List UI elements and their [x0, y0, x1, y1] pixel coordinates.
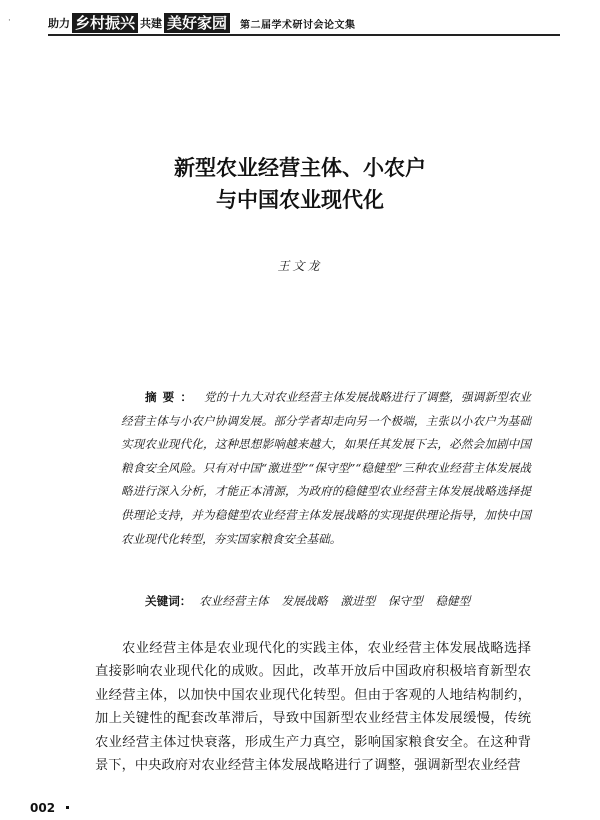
header-middle: 共建: [140, 17, 163, 30]
page-number: 002: [30, 801, 56, 815]
scan-mark: ·: [8, 16, 11, 26]
header-prefix: 助力: [48, 17, 70, 30]
header-rule: [48, 34, 560, 36]
keyword: 保守型: [387, 594, 423, 608]
header-box-beautiful-home: 美好家园: [164, 13, 230, 33]
keyword: 稳健型: [435, 594, 471, 608]
keywords-label: 关键词：: [145, 594, 192, 608]
keyword: 发展战略: [281, 594, 328, 608]
article-title: [0, 152, 600, 216]
body-paragraph: 农业经营主体是农业现代化的实践主体，农业经营主体发展战略选择直接影响农业现代化的成败。因此，改革开放后中国政府积极培育新型农业经营主体，以加快中国农业现代化转型。但由于客观的人地结构制约，加上关键性的配套改革滞后，导致中国新型农业经营主体发展缓慢，传统农业经营主体过快衰落，形成生产力真空，影响国家粮食安全。在这种背景下，中央政府对农业经营主体发展战略进行了调整，强调新型农业经营: [95, 641, 531, 774]
abstract-text: 党的十九大对农业经营主体发展战略进行了调整，强调新型农业经营主体与小农户协调发展。部分学者却走向另一个极端，主张以小农户为基础实现农业现代化，这种思想影响越来越大，如果任其发展下去，必然会加剧中国粮食安全风险。只有对中国“激进型”“保守型”“稳健型”三种农业经营主体发展战略进行深入分析，才能正本清源，为政府的稳健型农业经营主体发展战略选择提供理论支持，并为稳健型农业经营主体发展战略的实现提供理论指导，加快中国农业现代化转型，夯实国家粮食安全基础。: [121, 390, 531, 546]
keyword: 农业经营主体: [199, 594, 269, 608]
title-line-2: 与中国农业现代化: [216, 188, 384, 212]
title-line-1: 新型农业经营主体、小农户: [174, 156, 426, 180]
header-box-rural-revitalization: 乡村振兴: [72, 13, 138, 33]
running-header: [48, 12, 560, 34]
folio-dot: [66, 806, 69, 809]
keywords: [145, 590, 535, 612]
abstract: [121, 386, 531, 551]
author-name: 王文龙: [277, 259, 323, 273]
abstract-label: 摘要：: [145, 390, 199, 404]
keyword: 激进型: [340, 594, 376, 608]
header-series-title: 第二届学术研讨会论文集: [240, 19, 356, 31]
